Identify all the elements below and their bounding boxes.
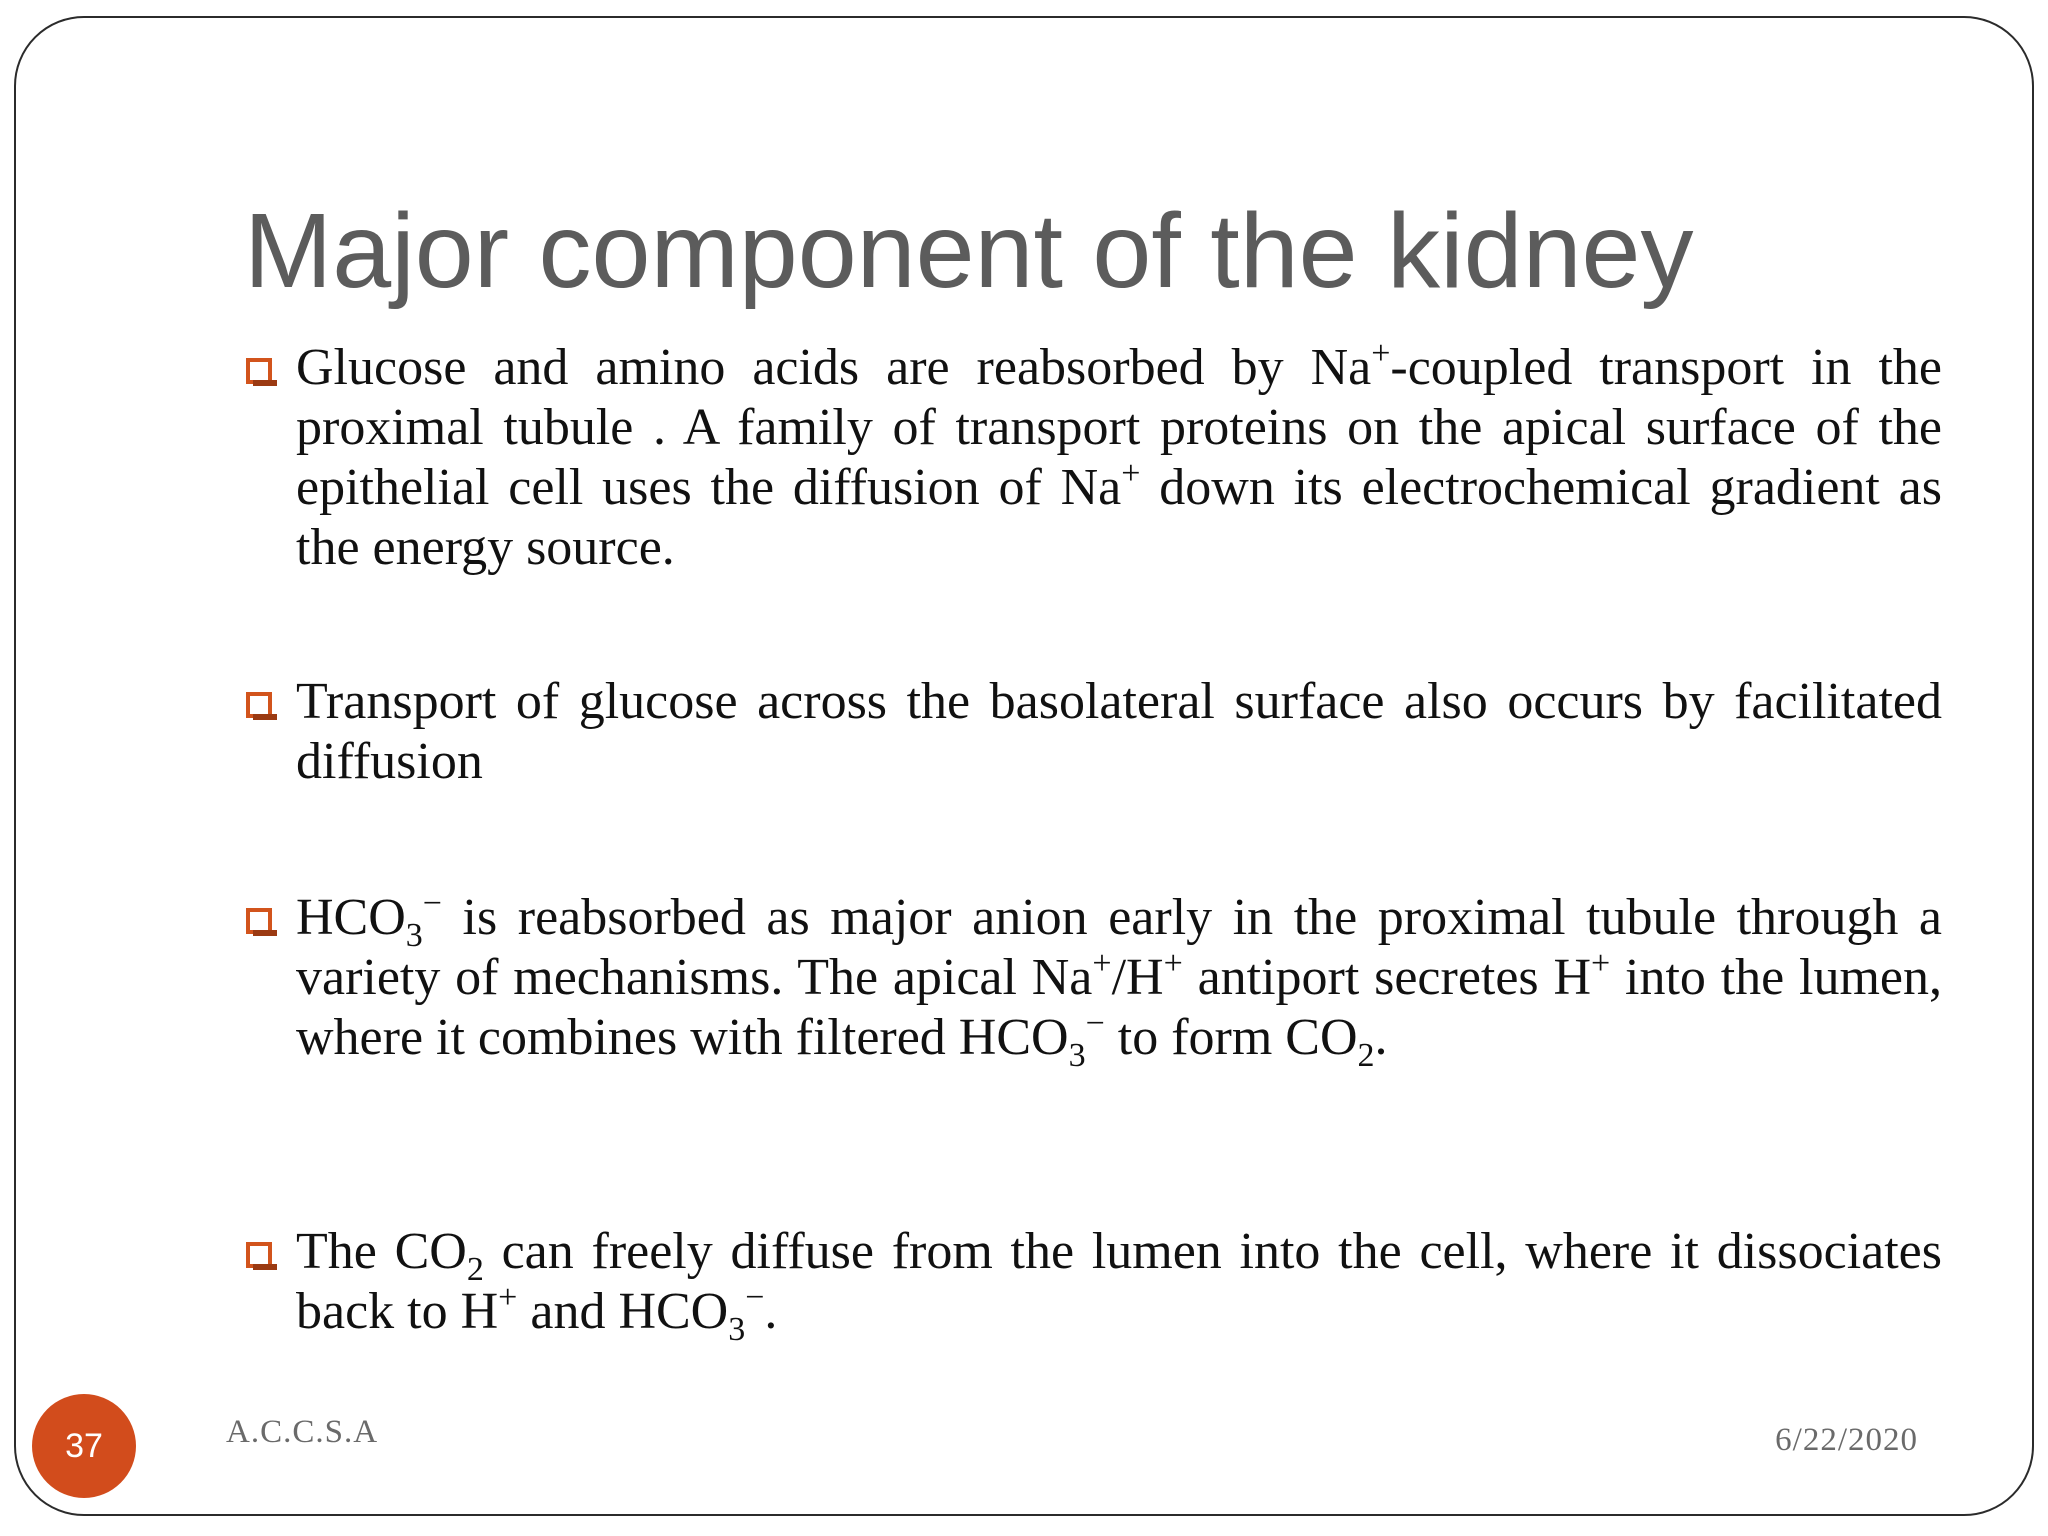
bullet-text [296,885,1942,1074]
bullet-item [246,885,1942,1074]
superscript: + [1092,945,1112,982]
text-run: is reabsorbed as major anion early in the proximal tubule through a variety of mechanisms. The apical Na [296,889,1942,1006]
subscript: 3 [728,1311,746,1348]
text-run: to form CO [1104,1009,1358,1066]
bullet-item [246,1222,1942,1348]
checkbox-bullet-icon [246,358,272,384]
superscript: + [1371,335,1391,372]
checkbox-bullet-icon [246,1242,272,1268]
page-number: 37 [65,1426,103,1465]
checkbox-bullet-icon [246,692,272,718]
page-number-badge [32,1394,136,1498]
checkbox-bullet-icon [246,908,272,934]
slide-frame [14,16,2034,1516]
text-run: -coupled transport in the proximal tubule . A family of transport proteins on the apical surface of the epithelial cell uses the diffusion of Na [296,339,1942,516]
text-run: HCO [296,889,406,946]
superscript: − [1085,1005,1105,1042]
text-run: antiport secretes H [1182,949,1592,1006]
superscript: − [422,885,442,922]
subscript: 2 [466,1251,484,1288]
footer-date: 6/22/2020 [1775,1422,1918,1458]
text-run: can freely diffuse from the lumen into the cell, where it dissociates back to H [296,1223,1942,1340]
subscript: 3 [1068,1037,1086,1074]
subscript: 2 [1357,1037,1375,1074]
text-run: into the lumen, where it combines with filtered HCO [296,949,1942,1066]
text-run: . [764,1283,778,1340]
superscript: + [1591,945,1611,982]
text-run: . [1374,1009,1388,1066]
superscript: + [1121,455,1141,492]
bullet-item [246,335,1942,578]
superscript: + [1163,945,1183,982]
bullet-item [246,672,1942,792]
footer-author: A.C.C.S.A [226,1414,379,1450]
bullet-text [296,335,1942,578]
slide-title: Major component of the kidney [244,192,1694,310]
text-run: down its electrochemical gradient as the energy source. [296,459,1942,576]
text-run: and HCO [517,1283,729,1340]
bullet-text [296,1222,1942,1348]
subscript: 3 [405,917,423,954]
text-run: Glucose and amino acids are reabsorbed by Na [296,339,1372,396]
text-run: Transport of glucose across the basolateral surface also occurs by facilitated diffusion [296,673,1942,790]
bullet-text [296,672,1942,792]
superscript: − [745,1279,765,1316]
superscript: + [498,1279,518,1316]
text-run: The CO [296,1223,467,1280]
text-run: /H [1111,949,1164,1006]
